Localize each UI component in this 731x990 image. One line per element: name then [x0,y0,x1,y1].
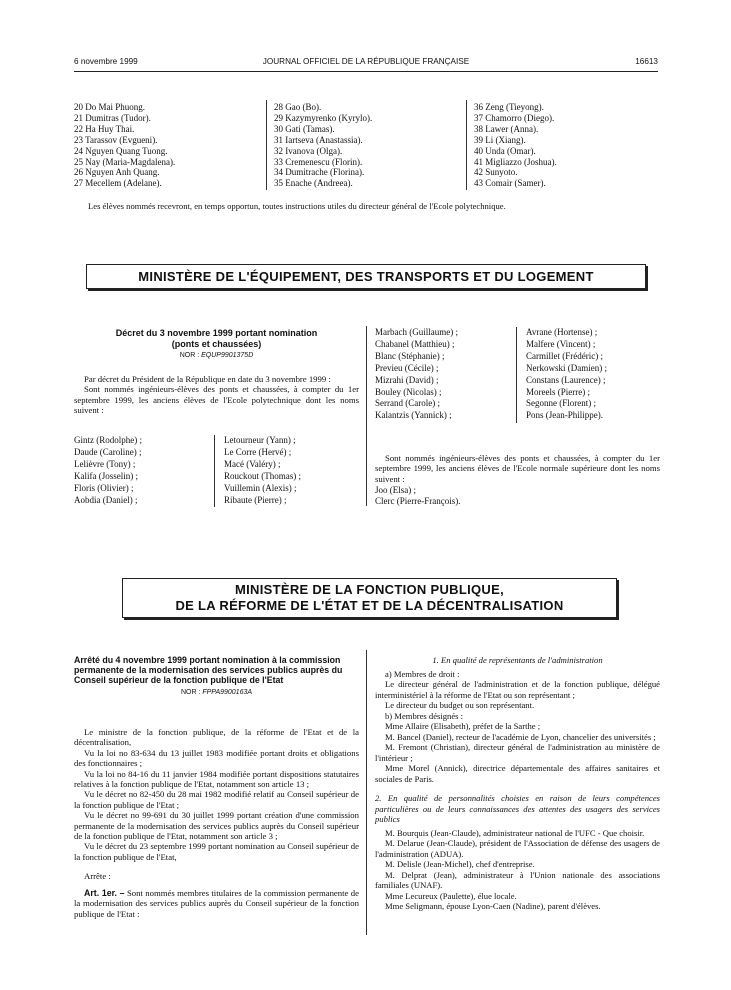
list-item: Carmillet (Frédéric) ; [526,350,603,361]
nor-label: NOR : [180,689,203,696]
member-paragraph: M. Bancel (Daniel), recteur de l'académie de Lyon, chancelier des universités ; [385,731,656,742]
arrete-paragraph: Vu la loi no 83-634 du 13 juillet 1983 modifiée portant droits et obligations des fonctionnaires ; [74,747,359,769]
name-line: 23 Tarassov (Evgueni). [74,134,158,145]
list-item: Ribaute (Pierre) ; [224,494,287,505]
member-paragraph: Mme Allaire (Elisabeth), préfet de la Sarthe ; [385,721,541,731]
member-paragraph: Mme Seligmann, épouse Lyon-Caen (Nadine), parent d'élèves. [385,901,601,911]
list-item: Gintz (Rodolphe) ; [74,435,142,445]
decret-paragraph: Sont nommés ingénieurs-élèves des ponts et chaussées, à compter du 1er septembre 1999, les anciens élèves de l'Ecole normale supérieure dont les noms suivent : [375,453,660,484]
names-column-3 [474,102,664,189]
list-item: Lelièvre (Tony) ; [74,458,136,469]
names-column-1 [74,102,264,189]
commission-members [375,655,660,912]
header-page-number: 16613 [635,57,658,66]
name-line: 38 Lawer (Anna). [474,123,539,134]
member-paragraph: Mme Morel (Annick), directrice départementale des affaires sanitaires et sociales de Paris. [375,763,660,784]
list-item: Marbach (Guillaume) ; [375,327,458,337]
arrete-paragraph: Vu la loi no 84-16 du 11 janvier 1984 modifiée portant dispositions statutaires relatives à la fonction publique de l'Etat, notamment son article 13 ; [74,768,359,790]
name-line: 43 Comair (Samer). [474,178,546,189]
page-header [74,57,658,71]
list-item: Avrane (Hortense) ; [526,327,598,337]
article-text: Sont nommés membres titulaires de la commission permanente de la modernisation des services publics auprès du Conseil supérieur de la fonction publique de l'Etat : [74,887,359,919]
name-line: 30 Gati (Tamas). [274,123,335,134]
list-item: Letourneur (Yann) ; [224,435,296,445]
name-line: 36 Zeng (Tieyong). [474,102,544,112]
header-rule [74,71,658,72]
arrete-paragraph: Le ministre de la fonction publique, de la réforme de l'Etat et de la décentralisation, [74,727,359,748]
name-line: 31 Iartseva (Anastassia). [274,134,363,145]
list-item: Segonne (Florent) ; [526,398,596,409]
column-divider [366,326,367,506]
arrete-paragraph: Vu le décret no 82-450 du 28 mai 1982 modifié relatif au Conseil supérieur de la fonction publique de l'Etat ; [74,789,359,810]
decret-title: Décret du 3 novembre 1999 portant nomination [115,328,318,338]
section-1a-label: a) Membres de droit : [385,668,460,679]
member-paragraph: Mme Lecureux (Paulette), élue locale. [385,890,517,901]
arrete-body [74,727,359,919]
name-line: 20 Do Mai Phuong. [74,102,146,112]
name-line: 22 Ha Huy Thai. [74,123,135,134]
article-label: Art. 1er. – [84,887,125,898]
list-item: Nerkowski (Damien) ; [526,362,607,373]
list-item: Macé (Valéry) ; [224,458,281,469]
name-line: 28 Gao (Bo). [274,102,322,112]
polytechnique-note: Les élèves nommés recevront, en temps opportun, toutes instructions utiles du directeur général de l'Ecole polytechnique. [88,201,506,211]
nor-label: NOR : [179,352,202,359]
name-line: 24 Nguyen Quang Tuong. [74,145,168,156]
decret-paragraph: Sont nommés ingénieurs-élèves des ponts et chaussées, à compter du 1er septembre 1999, les anciens élèves de l'Ecole polytechnique dont les noms suivent : [74,384,359,416]
list-item: Daude (Caroline) ; [74,446,142,457]
decret-list-a [74,435,214,506]
column-divider [516,327,517,423]
name-line: 42 Sunyoto. [474,167,518,178]
name-line: 26 Nguyen Anh Quang. [74,167,160,178]
arrete-word: Arrête : [84,871,111,882]
list-item: Constans (Laurence) ; [526,374,606,385]
section-2-title: 2. En qualité de personnalités choisies en raison de leurs compétences particulières ou de leurs connaissances des attentes des usagers des services publics [375,793,660,824]
member-paragraph: Le directeur général de l'administration et de la fonction publique, délégué interministériel à la réforme de l'Etat ou son représentant ; [375,679,660,700]
decret-list-d [526,327,661,422]
decret-paragraph: Par décret du Président de la République en date du 3 novembre 1999 : [84,374,331,384]
list-item: Vuillemin (Alexis) ; [224,482,297,493]
name-line: 37 Chamorro (Diego). [474,112,555,123]
arrete-paragraph: Vu le décret no 99-691 du 30 juillet 1999 portant création d'une commission permanente de la modernisation des services publics auprès du Conseil supérieur de la fonction publique de l'Etat, notamment son article 3 ; [74,810,359,842]
name-line: 40 Unda (Omar). [474,145,536,156]
list-item: Clerc (Pierre-François). [375,496,461,506]
name-line: 29 Kazymyrenko (Kyrylo). [274,112,373,123]
name-line: 34 Dumitrache (Florina). [274,167,365,178]
arrete-heading [74,655,359,696]
name-line: 41 Migliazzo (Joshua). [474,156,557,167]
list-item: Joo (Elsa) ; [375,485,416,495]
ministry-equipement-title: MINISTÈRE DE L'ÉQUIPEMENT, DES TRANSPORTS ET DU LOGEMENT [138,268,594,284]
member-paragraph: M. Delprat (Jean), administrateur à l'Union nationale des associations familiales (UNAF). [375,869,660,890]
member-paragraph: Le directeur du budget ou son représentant. [385,700,535,710]
header-date: 6 novembre 1999 [74,57,138,66]
section-1b-label: b) Membres désignés : [385,710,464,721]
name-line: 39 Li (Xiang). [474,134,526,145]
column-divider [466,100,467,190]
arrete-nor [74,689,359,696]
list-item: Rouckout (Thomas) ; [224,470,301,481]
column-divider [214,435,215,507]
list-item: Malfere (Vincent) ; [526,338,596,349]
member-paragraph: M. Fremont (Christian), directeur général de l'administration au ministère de l'intérieur ; [375,742,660,763]
arrete-title: Arrêté du 4 novembre 1999 portant nomination à la commission permanente de la modernisation des services publics auprès du Conseil supérieur de la fonction publique de l'Etat [74,655,343,685]
name-line: 27 Mecellem (Adelane). [74,178,162,189]
ministry-fonction-publique-title: MINISTÈRE DE LA FONCTION PUBLIQUE, [235,582,504,597]
ministry-fonction-publique-subtitle: DE LA RÉFORME DE L'ÉTAT ET DE LA DÉCENTRALISATION [175,598,564,613]
arrete-paragraph: Vu le décret du 23 septembre 1999 portant nomination au Conseil supérieur de la fonction publique de l'Etat, [74,841,359,862]
list-item: Pons (Jean-Philippe). [526,410,603,421]
list-item: Serrand (Carole) ; [375,398,440,409]
member-paragraph: M. Bourquis (Jean-Claude), administrateur national de l'UFC - Que choisir. [385,827,645,838]
arrete-article-1 [74,888,359,919]
list-item: Kalifa (Josselin) ; [74,470,138,481]
member-paragraph: M. Delarue (Jean-Claude), président de l'Association de défense des usagers de l'administration (ADUA). [375,838,660,859]
decret-heading [74,328,359,359]
section-1-title: 1. En qualité de représentants de l'administration [432,655,603,665]
decret-nor [74,352,359,359]
list-item: Kalantzis (Yannick) ; [375,410,452,421]
column-divider [266,100,267,190]
list-item: Chabanel (Matthieu) ; [375,338,455,349]
name-line: 35 Enache (Andreea). [274,178,353,189]
name-line: 33 Cremenescu (Florin). [274,156,363,167]
decret-list-e [375,485,575,507]
nor-code: FPPA9900163A [202,689,253,696]
ministry-fonction-publique-box [122,578,617,618]
decret-list-c [375,327,515,422]
list-item: Mizrahi (David) ; [375,374,439,385]
list-item: Bouley (Nicolas) ; [375,386,442,397]
list-item: Blanc (Stéphanie) ; [375,350,445,361]
header-journal-title: JOURNAL OFFICIEL DE LA RÉPUBLIQUE FRANÇAISE [262,57,470,66]
decret-ens-paragraph [375,453,660,484]
list-item: Aobdia (Daniel) ; [74,494,138,505]
name-line: 21 Dumitras (Tudor). [74,112,151,123]
list-item: Le Corre (Hervé) ; [224,446,292,457]
name-line: 32 Ivanova (Olga). [274,145,343,156]
decret-subtitle: (ponts et chaussées) [171,338,262,349]
list-item: Previeu (Cécile) ; [375,362,439,373]
member-paragraph: M. Delisle (Jean-Michel), chef d'entreprise. [385,859,535,869]
column-divider [366,650,367,935]
name-line: 25 Nay (Maria-Magdalena). [74,156,176,167]
list-item: Moreels (Pierre) ; [526,386,590,397]
decret-intro [74,374,359,416]
decret-list-b [224,435,359,506]
list-item: Floris (Olivier) ; [74,482,134,493]
ministry-equipement-box [86,264,646,289]
names-column-2 [274,102,464,189]
nor-code: EQUP9901375D [201,352,254,359]
